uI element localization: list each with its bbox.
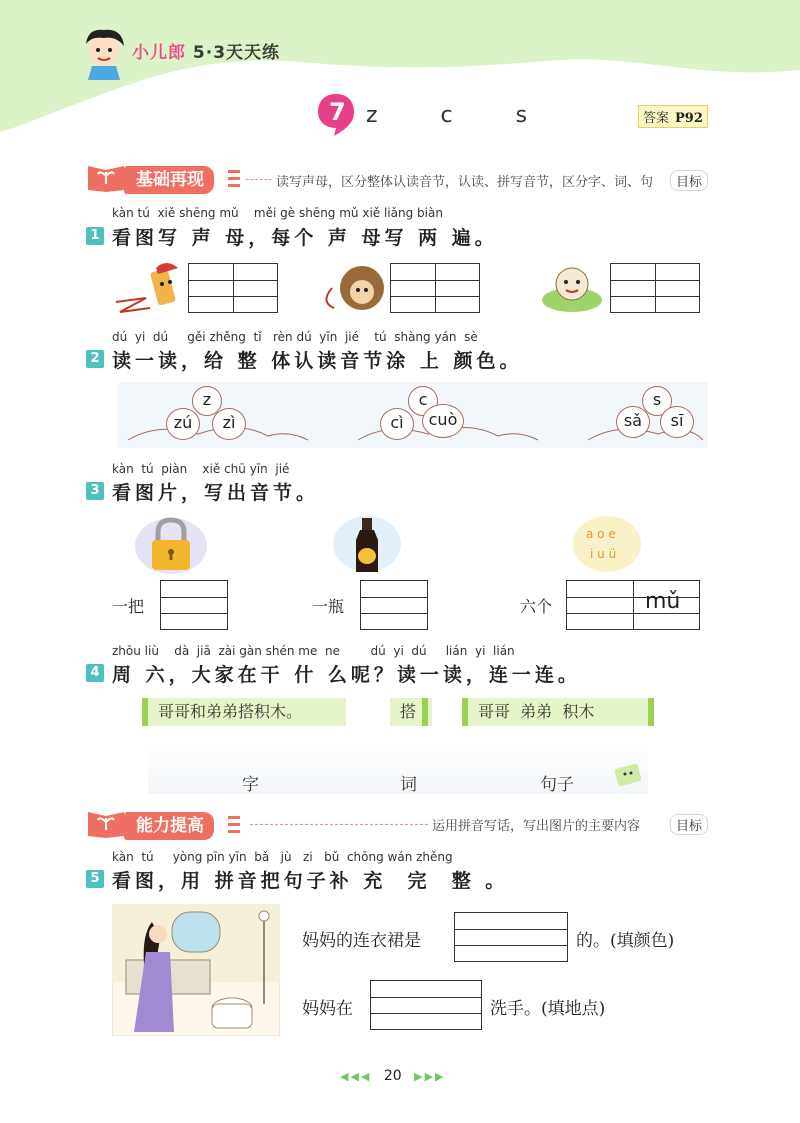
q2-balloon-right-2[interactable]: cuò (422, 404, 464, 438)
q5-instruction: 看图，用 拼音把句子补 充 完 整 。 (112, 870, 509, 892)
page-footer (340, 1068, 446, 1084)
wooden-letters-icon (572, 514, 642, 574)
q4-card-words[interactable]: 哥哥 弟弟 积木 (468, 698, 648, 726)
q2-balloon-right-3[interactable]: sī (660, 406, 694, 438)
q3-answer-mu: mǔ (645, 589, 681, 614)
brand-name: 小儿郎 (132, 43, 186, 63)
q3-prefix-1: 一把 (112, 597, 145, 616)
q2-balloon-left-2[interactable]: cì (380, 408, 414, 440)
silkworm-s-icon (534, 258, 610, 316)
answer-label: 答案 (643, 111, 670, 126)
q5-line1-after: 的。(填颜色) (576, 931, 675, 951)
q2-pinyin: dú yi dú gěi zhěng tǐ rèn dú yīn jié tú shàng yán sè (112, 330, 478, 344)
q1-writing-box-z[interactable] (188, 263, 278, 313)
answer-reference[interactable] (638, 105, 708, 128)
q5-pinyin: kàn tú yòng pīn yīn bǎ jù zi bǔ chōng wán zhěng (112, 850, 453, 864)
q5-line1-before: 妈妈的连衣裙是 (302, 931, 421, 951)
q5-place-answer-box[interactable] (370, 980, 482, 1030)
card-edge-4 (648, 698, 654, 726)
lesson-title: z c s (366, 103, 556, 128)
answer-page: P92 (675, 111, 703, 126)
q3-answer-box-1[interactable] (160, 580, 228, 630)
q5-line2-before: 妈妈在 (302, 999, 353, 1019)
card-edge-2 (422, 698, 428, 726)
q2-balloon-top-1[interactable]: z (192, 386, 222, 416)
section-title-basics: 基础再现 (124, 166, 214, 194)
q1-pinyin: kàn tú xiě shēng mǔ měi gè shēng mǔ xiě liǎng biàn (112, 206, 443, 220)
q4-card-character[interactable]: 搭 (390, 698, 432, 726)
q5-line2-after: 洗手。(填地点) (490, 999, 606, 1019)
eraser-decoration-icon (610, 760, 646, 790)
q3-instruction: 看图片，写出音节。 (112, 482, 320, 504)
banner-divider-2 (250, 824, 428, 825)
pencil-z-icon (110, 258, 190, 316)
q4-label-character[interactable]: 字 (242, 775, 259, 795)
banner-stripes-2 (228, 813, 242, 837)
mascot-boy-icon (78, 24, 130, 80)
q1-number: 1 (86, 227, 104, 245)
lesson-number: 7 (329, 98, 346, 126)
svg-text:a o e: a o e (586, 527, 616, 541)
q3-answer-box-3[interactable] (566, 580, 700, 630)
q2-number: 2 (86, 350, 104, 368)
q1-instruction: 看图写 声 母，每个 声 母写 两 遍。 (112, 227, 498, 249)
q2-balloon-left-3[interactable]: sǎ (616, 406, 650, 438)
section1-goal: 读写声母，区分整体认读音节，认读、拼写音节，区分字、词、句 (276, 175, 654, 190)
q4-instruction: 周 六，大家在干 什 么呢？读一读，连一连。 (112, 664, 581, 686)
section2-goal-tag: 目标 (670, 814, 708, 835)
q2-balloon-right-1[interactable]: zì (212, 408, 246, 440)
brand-title (132, 38, 280, 63)
footer-right-arrows: ▶▶▶ (414, 1070, 446, 1083)
q3-pinyin: kàn tú piàn xiě chū yīn jié (112, 462, 290, 476)
q3-prefix-2: 一瓶 (312, 597, 345, 616)
hedgehog-c-icon (316, 258, 390, 316)
q4-card-sentence[interactable]: 哥哥和弟弟搭积木。 (148, 698, 346, 726)
svg-text:i u ü: i u ü (590, 547, 617, 561)
footer-left-arrows: ◀◀◀ (340, 1070, 372, 1083)
q4-pinyin: zhōu liù dà jiā zài gàn shén me ne dú yi dú lián yi lián (112, 644, 515, 658)
q3-number: 3 (86, 482, 104, 500)
q2-balloon-top-2[interactable]: c (408, 386, 438, 416)
mom-washing-hands-illustration (112, 904, 280, 1036)
brand-series: 5·3天天练 (192, 43, 281, 63)
book-sprout-icon-2 (86, 806, 126, 838)
page-number: 20 (383, 1068, 402, 1084)
section1-goal-tag: 目标 (670, 170, 708, 191)
section-title-advanced: 能力提高 (124, 812, 214, 840)
book-sprout-icon (86, 160, 126, 192)
q5-number: 5 (86, 870, 104, 888)
vinegar-bottle-icon (332, 514, 402, 574)
banner-stripes (228, 167, 242, 191)
q2-balloon-top-3[interactable]: s (642, 386, 672, 416)
banner-divider (246, 179, 272, 180)
q5-color-answer-box[interactable] (454, 912, 568, 962)
q2-instruction: 读一读，给 整 体认读音节涂 上 颜色。 (112, 350, 523, 372)
section2-goal: 运用拼音写话，写出图片的主要内容 (432, 819, 641, 834)
lock-icon (134, 514, 208, 574)
q3-answer-box-2[interactable] (360, 580, 428, 630)
q3-prefix-3: 六个 (520, 597, 553, 616)
q4-label-word[interactable]: 词 (400, 775, 417, 795)
q4-number: 4 (86, 664, 104, 682)
q1-writing-box-c[interactable] (390, 263, 480, 313)
q1-writing-box-s[interactable] (610, 263, 700, 313)
q4-label-sentence[interactable]: 句子 (540, 775, 574, 795)
q2-balloon-left-1[interactable]: zú (166, 408, 200, 440)
